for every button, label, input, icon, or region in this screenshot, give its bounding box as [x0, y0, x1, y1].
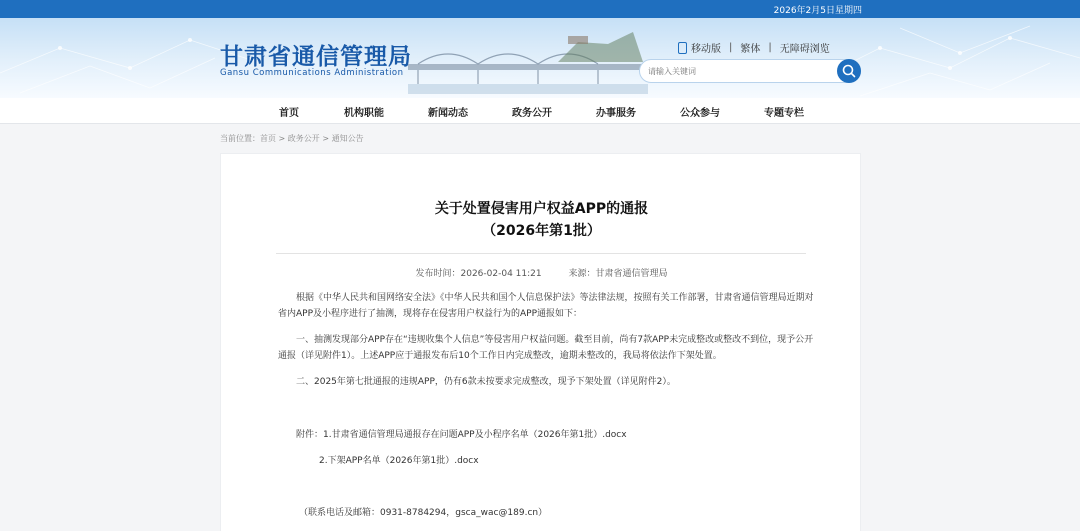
search-icon — [837, 59, 861, 83]
article-card — [220, 153, 861, 531]
article-paragraph: 二、2025年第七批通报的违规APP，仍有6款未按要求完成整改，现予下架处置（详见附件2）。 — [296, 377, 676, 387]
nav-news[interactable]: 新闻动态 — [428, 108, 468, 119]
divider: | — [768, 42, 772, 53]
publish-time: 发布时间：2026-02-04 11:21 — [415, 269, 542, 279]
phone-icon — [678, 42, 687, 54]
search-button[interactable] — [837, 59, 861, 83]
top-bar — [0, 0, 1080, 18]
site-subtitle-en: Gansu Communications Administration — [220, 68, 404, 78]
search-input[interactable] — [648, 64, 828, 78]
article-subtitle: （2026年第1批） — [482, 223, 601, 239]
article-title: 关于处置侵害用户权益APP的通报 — [434, 201, 649, 217]
nav-public-participation[interactable]: 公众参与 — [680, 108, 720, 119]
traditional-chinese-link[interactable]: 繁体 — [740, 44, 761, 55]
current-date: 2026年2月5日星期四 — [773, 6, 862, 16]
nav-organization[interactable]: 机构职能 — [344, 108, 384, 119]
mobile-version-label: 移动版 — [691, 44, 721, 55]
nav-special-topics[interactable]: 专题专栏 — [764, 108, 804, 119]
article-paragraph: 一、抽测发现部分APP存在“违规收集个人信息”等侵害用户权益问题。截至目前，尚有7款APP未完成整改或整改不到位，现予公开通报（详见附件1）。上述APP应于通报发布后10个工作日内完成整改，逾期未整改的，我局将依法作下架处置。 — [278, 335, 814, 361]
bridge-illustration — [408, 24, 648, 94]
contact-info: （联系电话及邮箱：0931-8784294，gsca_wac@189.cn） — [299, 508, 548, 518]
attachment-link-1[interactable]: 附件：1.甘肃省通信管理局通报存在问题APP及小程序名单（2026年第1批）.docx — [296, 430, 627, 440]
attachment-link-2[interactable]: 2.下架APP名单（2026年第1批）.docx — [319, 456, 479, 466]
site-title[interactable]: 甘肃省通信管理局 — [220, 44, 412, 70]
article-source: 来源：甘肃省通信管理局 — [568, 269, 668, 279]
nav-services[interactable]: 办事服务 — [596, 108, 636, 119]
article-paragraph: 根据《中华人民共和国网络安全法》《中华人民共和国个人信息保护法》等法律法规，按照有关工作部署，甘肃省通信管理局近期对省内APP及小程序进行了抽测，现将存在侵害用户权益行为的APP通报如下： — [278, 293, 814, 319]
article-meta — [221, 266, 862, 279]
nav-home[interactable]: 首页 — [279, 108, 299, 119]
title-divider — [276, 253, 806, 254]
utility-links — [678, 40, 830, 55]
mobile-version-link[interactable] — [678, 40, 721, 55]
divider: | — [729, 42, 733, 53]
breadcrumb: 当前位置：首页 > 政务公开 > 通知公告 — [220, 134, 364, 143]
search-box — [639, 59, 861, 83]
main-nav — [0, 98, 1080, 124]
site-header — [0, 18, 1080, 98]
nav-government-affairs[interactable]: 政务公开 — [512, 108, 552, 119]
accessibility-link[interactable]: 无障碍浏览 — [779, 44, 830, 55]
